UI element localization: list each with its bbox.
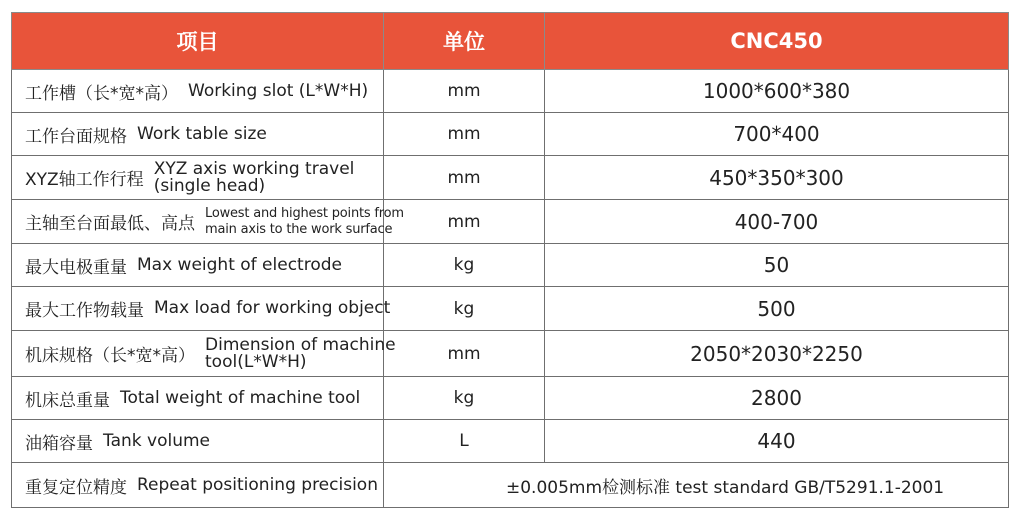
item-zh: 最大电极重量 <box>25 257 127 278</box>
table-row <box>12 420 1009 463</box>
table-row <box>12 377 1009 420</box>
header-model: CNC450 <box>545 13 1009 70</box>
value-cell: 500 <box>545 287 1009 331</box>
item-zh: 重复定位精度 <box>25 477 127 498</box>
value-cell: 50 <box>545 244 1009 287</box>
item-en: Total weight of machine tool <box>120 387 361 408</box>
unit-cell: mm <box>384 331 545 377</box>
value-cell: 1000*600*380 <box>545 70 1009 113</box>
value-cell: 2800 <box>545 377 1009 420</box>
item-en: Max load for working object <box>154 298 391 318</box>
value-cell: 2050*2030*2250 <box>545 331 1009 377</box>
table-row <box>12 287 1009 331</box>
table-row <box>12 156 1009 200</box>
item-zh: 机床总重量 <box>25 390 110 411</box>
spec-table <box>11 12 1009 508</box>
item-cell <box>12 244 384 287</box>
item-en: Tank volume <box>103 430 210 451</box>
unit-cell: mm <box>384 70 545 113</box>
item-en: Dimension of machine tool(L*W*H) <box>205 334 396 372</box>
unit-cell: kg <box>384 287 545 331</box>
item-en: Repeat positioning precision <box>137 474 378 495</box>
item-zh: 油箱容量 <box>25 433 93 454</box>
merged-value-cell: ±0.005mm检测标准 test standard GB/T5291.1-2001 <box>384 463 1009 508</box>
item-cell <box>12 463 384 508</box>
item-en: Max weight of electrode <box>137 254 342 275</box>
item-cell <box>12 156 384 200</box>
item-zh: 工作台面规格 <box>25 126 127 147</box>
header-unit: 单位 <box>384 13 545 70</box>
header-row <box>12 13 1009 70</box>
unit-cell: L <box>384 420 545 463</box>
value-cell: 400-700 <box>545 200 1009 244</box>
header-item: 项目 <box>12 13 384 70</box>
item-en: Work table size <box>137 123 267 144</box>
table-row <box>12 200 1009 244</box>
unit-cell: mm <box>384 113 545 156</box>
item-cell <box>12 331 396 377</box>
unit-cell: mm <box>384 200 545 244</box>
item-zh: 机床规格（长*宽*高） <box>25 346 195 366</box>
value-cell: 440 <box>545 420 1009 463</box>
table-row <box>12 331 1009 377</box>
item-cell <box>12 287 391 331</box>
item-cell <box>12 200 404 244</box>
item-en: Working slot (L*W*H) <box>188 80 369 101</box>
item-zh: 最大工作物载量 <box>25 301 144 321</box>
item-en: Lowest and highest points from main axis to the work surface <box>205 205 404 237</box>
unit-cell: mm <box>384 156 545 200</box>
table-row <box>12 70 1009 113</box>
unit-cell: kg <box>384 377 545 420</box>
value-cell: 450*350*300 <box>545 156 1009 200</box>
item-cell <box>12 420 384 463</box>
unit-cell: kg <box>384 244 545 287</box>
item-zh: XYZ轴工作行程 <box>25 170 144 190</box>
table-row <box>12 113 1009 156</box>
item-cell <box>12 70 384 113</box>
item-cell <box>12 377 384 420</box>
item-zh: 主轴至台面最低、高点 <box>25 214 195 234</box>
table-row <box>12 463 1009 508</box>
item-cell <box>12 113 384 156</box>
table-row <box>12 244 1009 287</box>
item-en: XYZ axis working travel (single head) <box>153 158 355 196</box>
value-cell: 700*400 <box>545 113 1009 156</box>
item-zh: 工作槽（长*宽*高） <box>25 83 178 104</box>
